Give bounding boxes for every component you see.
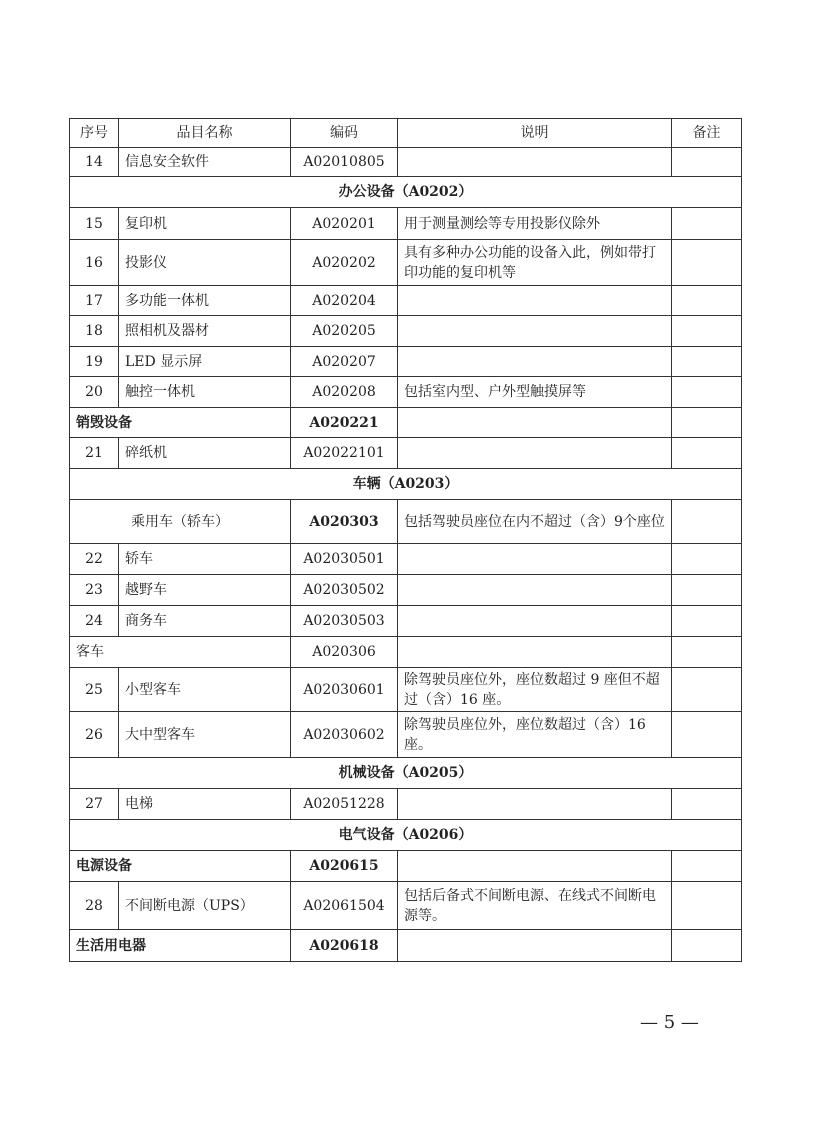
subcategory-desc: [398, 930, 672, 962]
header-code: 编码: [291, 119, 398, 148]
subcategory-label: 电源设备: [70, 851, 291, 882]
item-name: 轿车: [119, 544, 291, 575]
header-desc: 说明: [398, 119, 672, 148]
subcategory-label: 销毁设备: [70, 408, 291, 438]
table-row: [70, 148, 742, 177]
item-name: 大中型客车: [119, 712, 291, 758]
note-cell: [672, 316, 742, 347]
procurement-catalog-table: [69, 118, 742, 962]
item-desc: [398, 789, 672, 820]
table-header-row: [70, 119, 742, 148]
subcategory-label: 客车: [70, 637, 291, 668]
item-name: 小型客车: [119, 668, 291, 712]
section-header-row: [70, 758, 742, 789]
section-header-row: [70, 177, 742, 208]
item-number: 22: [70, 544, 119, 575]
note-cell: [672, 148, 742, 177]
subitem-desc: 包括驾驶员座位在内不超过（含）9个座位: [398, 500, 672, 544]
note-cell: [672, 286, 742, 316]
item-number: 25: [70, 668, 119, 712]
item-name: 不间断电源（UPS）: [119, 882, 291, 930]
item-number: 20: [70, 377, 119, 408]
subcategory-row: [70, 637, 742, 668]
table-row: [70, 377, 742, 408]
subcategory-code: A020618: [291, 930, 398, 962]
subcategory-label: 生活用电器: [70, 930, 291, 962]
item-name: 越野车: [119, 575, 291, 606]
subcategory-code: A020306: [291, 637, 398, 668]
note-cell: [672, 208, 742, 240]
table-row: [70, 240, 742, 286]
item-name: 触控一体机: [119, 377, 291, 408]
item-name: LED 显示屏: [119, 347, 291, 377]
item-number: 21: [70, 438, 119, 469]
header-note: 备注: [672, 119, 742, 148]
item-desc: [398, 575, 672, 606]
subcategory-code: A020615: [291, 851, 398, 882]
item-code: A02061504: [291, 882, 398, 930]
item-code: A020204: [291, 286, 398, 316]
subitem-name: 乘用车（轿车）: [70, 500, 291, 544]
item-number: 16: [70, 240, 119, 286]
note-cell: [672, 377, 742, 408]
item-number: 27: [70, 789, 119, 820]
note-cell: [672, 438, 742, 469]
item-code: A02030602: [291, 712, 398, 758]
note-cell: [672, 408, 742, 438]
note-cell: [672, 789, 742, 820]
subitem-code: A020303: [291, 500, 398, 544]
item-code: A02030501: [291, 544, 398, 575]
header-name: 品目名称: [119, 119, 291, 148]
item-number: 18: [70, 316, 119, 347]
table-row: [70, 347, 742, 377]
item-name: 信息安全软件: [119, 148, 291, 177]
page-number: — 5 —: [640, 1012, 699, 1033]
section-label: 车辆（A0203）: [70, 469, 742, 500]
item-code: A02010805: [291, 148, 398, 177]
item-desc: [398, 438, 672, 469]
note-cell: [672, 500, 742, 544]
item-name: 复印机: [119, 208, 291, 240]
item-code: A02051228: [291, 789, 398, 820]
note-cell: [672, 712, 742, 758]
note-cell: [672, 637, 742, 668]
section-label: 电气设备（A0206）: [70, 820, 742, 851]
item-number: 23: [70, 575, 119, 606]
item-name: 碎纸机: [119, 438, 291, 469]
item-desc: 包括后备式不间断电源、在线式不间断电源等。: [398, 882, 672, 930]
table-row: [70, 208, 742, 240]
item-desc: [398, 286, 672, 316]
item-code: A02030503: [291, 606, 398, 637]
table-row: [70, 882, 742, 930]
item-number: 17: [70, 286, 119, 316]
item-name: 投影仪: [119, 240, 291, 286]
item-code: A020202: [291, 240, 398, 286]
item-desc: 用于测量测绘等专用投影仪除外: [398, 208, 672, 240]
item-number: 28: [70, 882, 119, 930]
item-desc: [398, 347, 672, 377]
item-desc: [398, 606, 672, 637]
subcategory-row: [70, 851, 742, 882]
item-name: 多功能一体机: [119, 286, 291, 316]
item-name: 商务车: [119, 606, 291, 637]
item-code: A02030502: [291, 575, 398, 606]
item-desc: 具有多种办公功能的设备入此，例如带打印功能的复印机等: [398, 240, 672, 286]
item-code: A02030601: [291, 668, 398, 712]
item-name: 照相机及器材: [119, 316, 291, 347]
table-row: [70, 544, 742, 575]
table-row: [70, 438, 742, 469]
section-header-row: [70, 820, 742, 851]
table-row: [70, 712, 742, 758]
note-cell: [672, 347, 742, 377]
item-number: 14: [70, 148, 119, 177]
item-desc: [398, 148, 672, 177]
note-cell: [672, 668, 742, 712]
item-number: 24: [70, 606, 119, 637]
subitem-row: [70, 500, 742, 544]
table-row: [70, 316, 742, 347]
note-cell: [672, 240, 742, 286]
item-number: 15: [70, 208, 119, 240]
item-desc: 包括室内型、户外型触摸屏等: [398, 377, 672, 408]
item-code: A02022101: [291, 438, 398, 469]
item-code: A020208: [291, 377, 398, 408]
header-no: 序号: [70, 119, 119, 148]
item-code: A020201: [291, 208, 398, 240]
note-cell: [672, 851, 742, 882]
item-code: A020207: [291, 347, 398, 377]
table-row: [70, 606, 742, 637]
item-name: 电梯: [119, 789, 291, 820]
item-number: 19: [70, 347, 119, 377]
subcategory-desc: [398, 637, 672, 668]
subcategory-desc: [398, 851, 672, 882]
table-row: [70, 789, 742, 820]
note-cell: [672, 575, 742, 606]
item-desc: 除驾驶员座位外，座位数超过（含）16 座。: [398, 712, 672, 758]
item-number: 26: [70, 712, 119, 758]
section-label: 机械设备（A0205）: [70, 758, 742, 789]
section-label: 办公设备（A0202）: [70, 177, 742, 208]
note-cell: [672, 930, 742, 962]
subcategory-code: A020221: [291, 408, 398, 438]
note-cell: [672, 606, 742, 637]
section-header-row: [70, 469, 742, 500]
item-code: A020205: [291, 316, 398, 347]
item-desc: [398, 544, 672, 575]
table-row: [70, 286, 742, 316]
item-desc: [398, 316, 672, 347]
table-row: [70, 668, 742, 712]
note-cell: [672, 544, 742, 575]
subcategory-desc: [398, 408, 672, 438]
table-row: [70, 575, 742, 606]
note-cell: [672, 882, 742, 930]
subcategory-row: [70, 930, 742, 962]
item-desc: 除驾驶员座位外，座位数超过 9 座但不超过（含）16 座。: [398, 668, 672, 712]
subcategory-row: [70, 408, 742, 438]
